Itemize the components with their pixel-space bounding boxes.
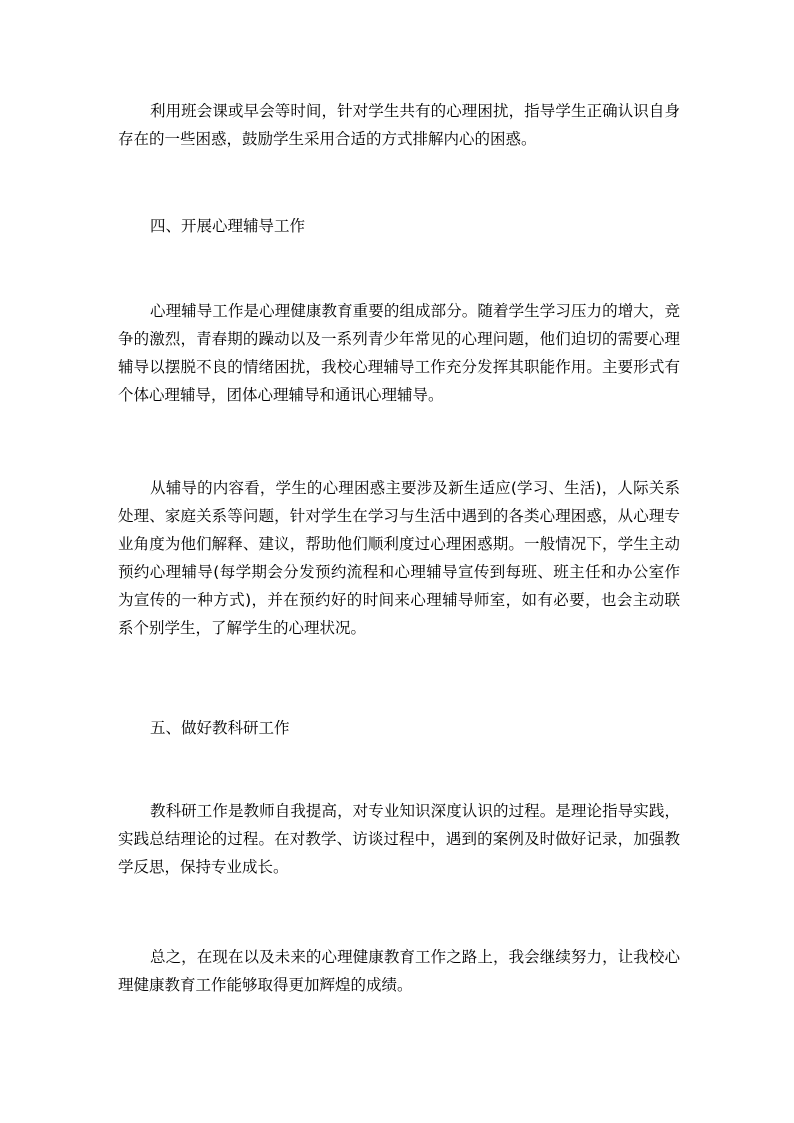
paragraph-class-meeting-guidance xyxy=(118,97,680,153)
paragraph-text: 从辅导的内容看，学生的心理困惑主要涉及新生适应(学习、生活)，人际关系处理、家庭关系等问题，针对学生在学习与生活中遇到的各类心理困惑，从心理专业角度为他们解释、建议，帮助他们顺利度过心理困惑期。一般情况下，学生主动预约心理辅导(每学期会分发预约流程和心理辅导宣传到每班、班主任和办公室作为宣传的一种方式)，并在预约好的时间来心理辅导师室，如有必要，也会主动联系个别学生，了解学生的心理状况。 xyxy=(118,479,680,637)
paragraph-counseling-work xyxy=(118,297,680,409)
section-heading-4 xyxy=(118,212,680,240)
heading-text: 五、做好教科研工作 xyxy=(150,719,290,737)
paragraph-counseling-content xyxy=(118,474,680,642)
paragraph-conclusion xyxy=(118,943,680,999)
paragraph-text: 教科研工作是教师自我提高，对专业知识深度认识的过程。是理论指导实践，实践总结理论的过程。在对教学、访谈过程中，遇到的案例及时做好记录，加强教学反思，保持专业成长。 xyxy=(118,802,680,876)
paragraph-text: 总之，在现在以及未来的心理健康教育工作之路上，我会继续努力，让我校心理健康教育工作能够取得更加辉煌的成绩。 xyxy=(118,948,680,994)
heading-text: 四、开展心理辅导工作 xyxy=(150,217,306,235)
paragraph-text: 心理辅导工作是心理健康教育重要的组成部分。随着学生学习压力的增大，竞争的激烈，青春期的躁动以及一系列青少年常见的心理问题，他们迫切的需要心理辅导以摆脱不良的情绪困扰，我校心理辅导工作充分发挥其职能作用。主要形式有个体心理辅导，团体心理辅导和通讯心理辅导。 xyxy=(118,302,680,404)
paragraph-research-work xyxy=(118,797,680,881)
section-heading-5 xyxy=(118,714,680,742)
paragraph-text: 利用班会课或早会等时间，针对学生共有的心理困扰，指导学生正确认识自身存在的一些困惑，鼓励学生采用合适的方式排解内心的困惑。 xyxy=(118,102,680,148)
